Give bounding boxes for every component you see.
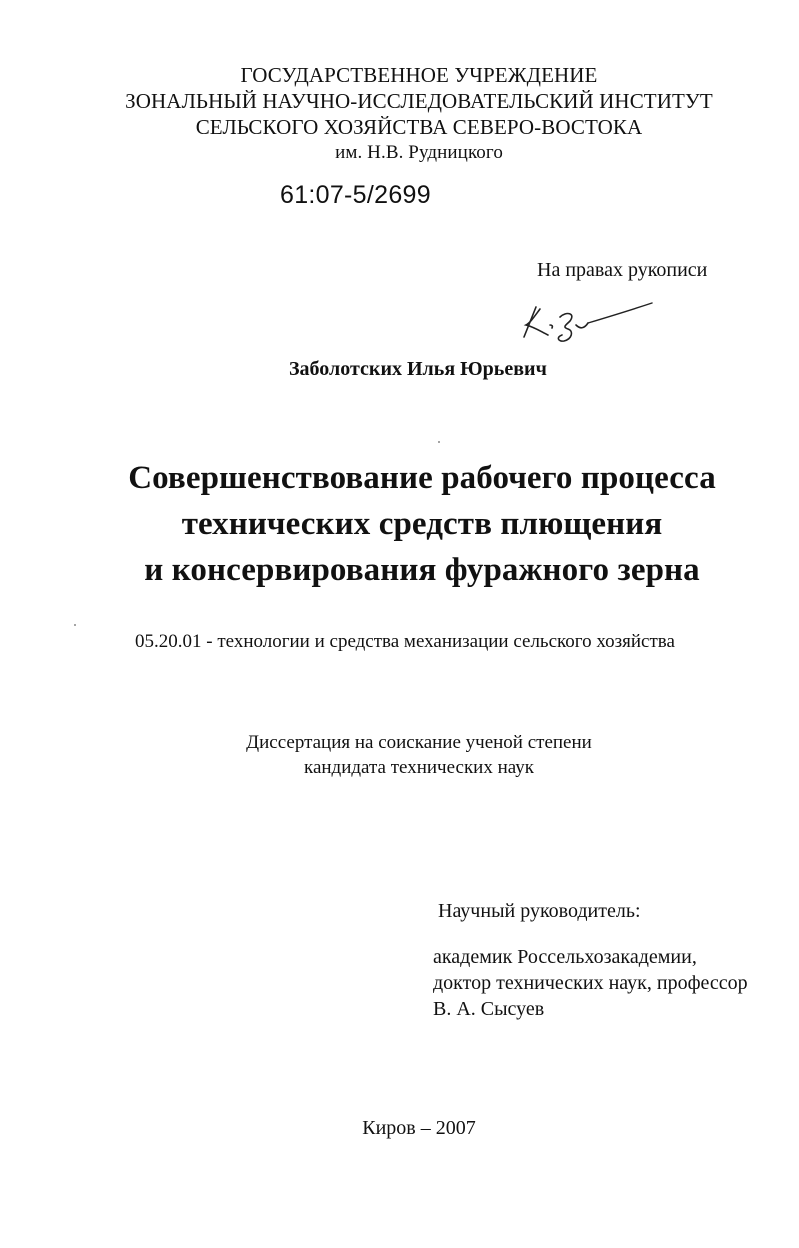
institution-line-4: им. Н.В. Рудницкого xyxy=(335,142,503,163)
dissertation-title xyxy=(0,455,799,593)
supervisor-details xyxy=(433,944,748,1022)
institution-line-2: ЗОНАЛЬНЫЙ НАУЧНО-ИССЛЕДОВАТЕЛЬСКИЙ ИНСТИТУТ xyxy=(125,89,713,113)
supervisor-line-2: доктор технических наук, профессор xyxy=(433,972,748,994)
institution-line-3: СЕЛЬСКОГО ХОЗЯЙСТВА СЕВЕРО-ВОСТОКА xyxy=(195,115,643,139)
degree-statement xyxy=(0,730,799,780)
supervisor-line-1: академик Россельхозакадемии, xyxy=(433,946,697,968)
supervisor-label: Научный руководитель: xyxy=(438,900,641,922)
scan-speck xyxy=(438,441,440,443)
manuscript-rights-note: На правах рукописи xyxy=(537,259,708,281)
signature-icon xyxy=(518,295,658,345)
udc-code: 61:07-5/2699 xyxy=(280,181,431,209)
degree-line-2: кандидата технических наук xyxy=(304,757,534,778)
title-line-1: Совершенствование рабочего процесса xyxy=(128,460,716,496)
author-name: Заболотских Илья Юрьевич xyxy=(289,358,547,380)
title-line-2: технических средств плющения xyxy=(181,506,663,542)
institution-line-1: ГОСУДАРСТВЕННОЕ УЧРЕЖДЕНИЕ xyxy=(240,63,598,87)
title-line-3: и консервирования фуражного зерна xyxy=(144,552,700,588)
city-year: Киров – 2007 xyxy=(362,1117,476,1139)
supervisor-line-3: В. А. Сысуев xyxy=(433,998,545,1020)
scan-speck xyxy=(74,624,76,626)
specialty-code: 05.20.01 - технологии и средства механизации сельского хозяйства xyxy=(135,631,675,652)
degree-line-1: Диссертация на соискание ученой степени xyxy=(246,732,592,753)
institution-header xyxy=(0,62,799,166)
